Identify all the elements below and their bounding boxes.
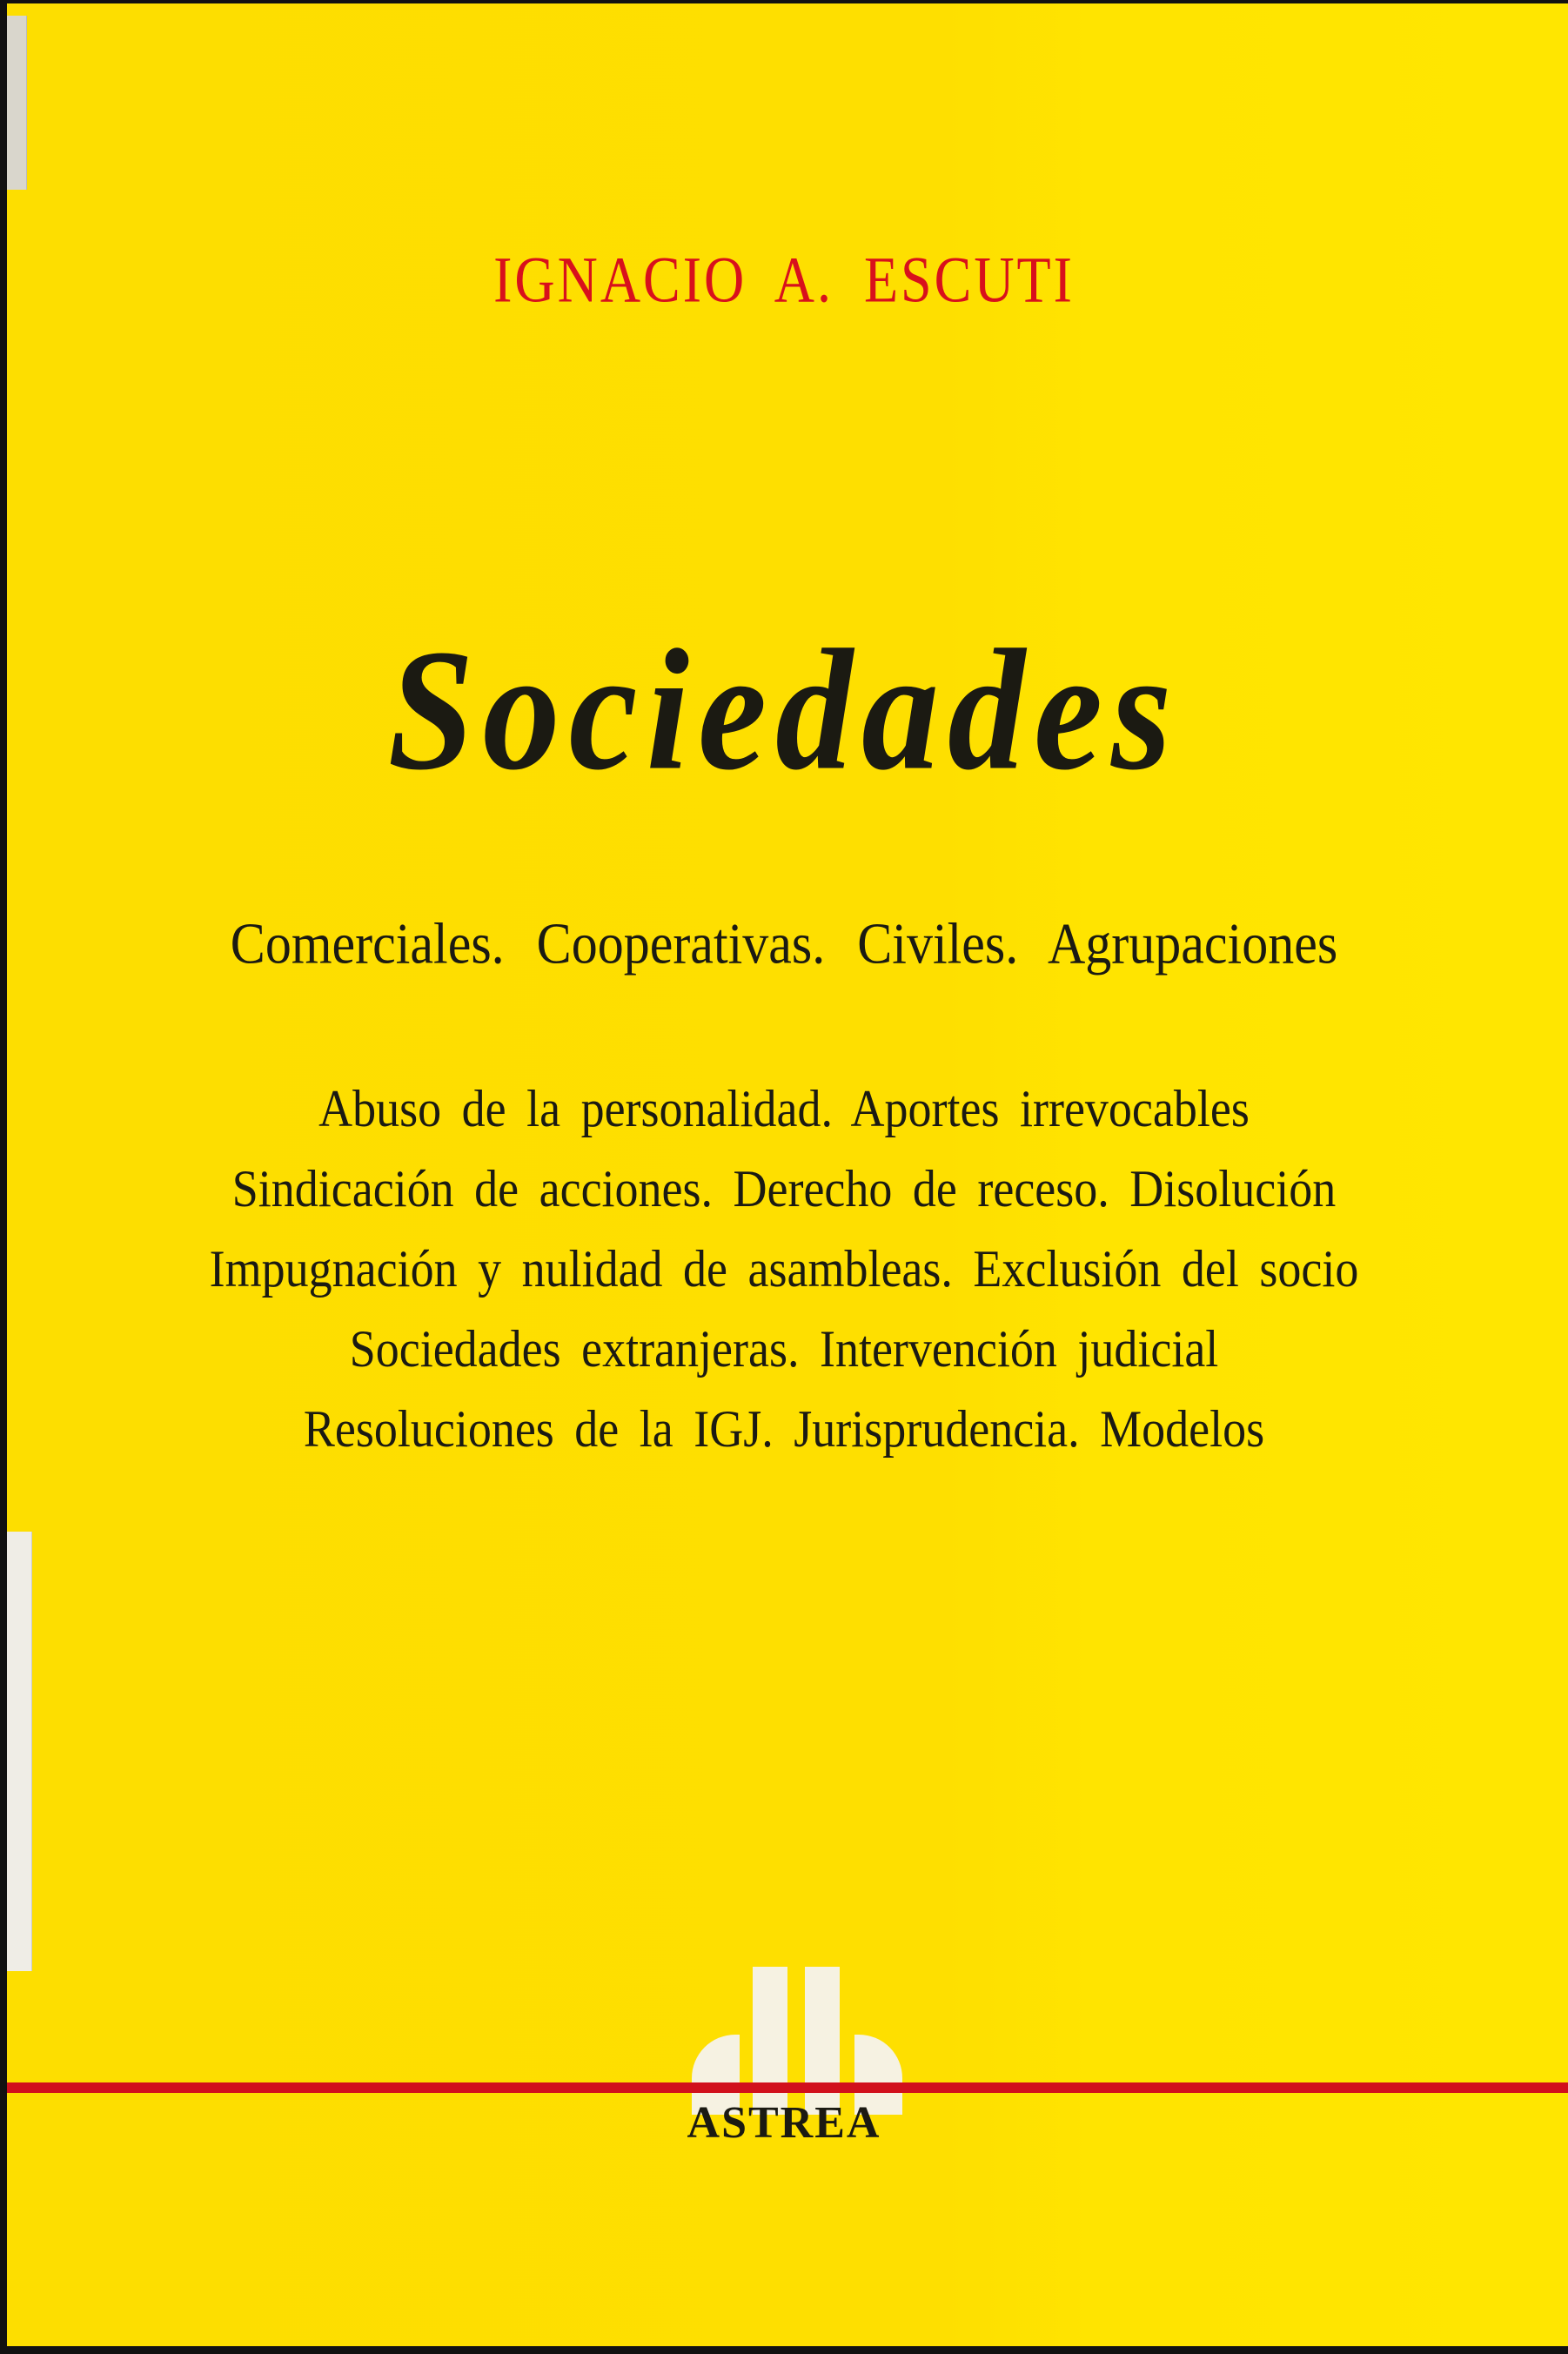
topic-line: Abuso de la personalidad. Aportes irrevocables	[318, 1079, 1250, 1138]
red-divider	[7, 2082, 1568, 2093]
scan-edge	[0, 2346, 1568, 2354]
topic-line: Impugnación y nulidad de asambleas. Exclusión del socio	[209, 1239, 1359, 1298]
book-title: Sociedades	[387, 613, 1181, 807]
topics-list	[0, 1069, 1568, 1469]
topic-line: Sindicación de acciones. Derecho de receso. Disolución	[231, 1159, 1337, 1218]
publisher-name: ASTREA	[687, 2098, 881, 2148]
library-label	[7, 1532, 32, 1971]
topic-line: Sociedades extranjeras. Intervención judicial	[349, 1319, 1219, 1378]
book-subtitle: Comerciales. Cooperativas. Civiles. Agrupaciones	[230, 911, 1338, 976]
author-name: IGNACIO A. ESCUTI	[493, 243, 1075, 316]
spine-tape	[7, 16, 27, 190]
topic-line: Resoluciones de la IGJ. Jurisprudencia. Modelos	[303, 1399, 1265, 1459]
